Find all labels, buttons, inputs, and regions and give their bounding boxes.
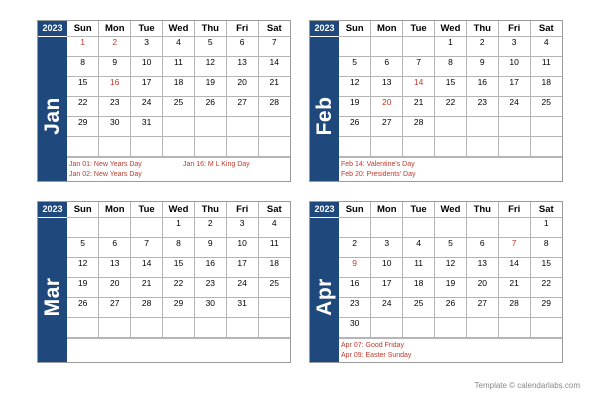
empty-day-cell	[498, 137, 530, 157]
day-cell[interactable]: 12	[194, 57, 226, 77]
empty-day-cell	[435, 318, 467, 338]
weekday-header: Mon	[371, 202, 403, 218]
weekday-header: Sun	[339, 21, 371, 37]
week-row	[67, 137, 290, 157]
week-row	[339, 37, 562, 57]
week-row	[339, 97, 562, 117]
holiday-note: Jan 01: New Years Day	[69, 161, 142, 168]
day-cell[interactable]: 12	[339, 77, 371, 97]
weekday-header: Sun	[339, 202, 371, 218]
week-row	[339, 218, 562, 238]
day-cell[interactable]: 13	[226, 57, 258, 77]
year-label: 2023	[310, 21, 339, 37]
empty-day-cell	[498, 218, 530, 238]
empty-day-cell	[131, 137, 163, 157]
empty-day-cell	[498, 117, 530, 137]
week-row	[67, 278, 290, 298]
day-cell[interactable]: 15	[435, 77, 467, 97]
week-row	[67, 238, 290, 258]
empty-day-cell	[99, 318, 131, 338]
weekday-header: Sun	[67, 202, 99, 218]
day-cell[interactable]: 24	[226, 278, 258, 298]
empty-day-cell	[99, 137, 131, 157]
month-name: Jan	[40, 97, 64, 135]
weekday-header-row	[339, 21, 562, 37]
holiday-notes	[67, 338, 290, 362]
week-row	[67, 77, 290, 97]
day-cell[interactable]: 5	[194, 37, 226, 57]
empty-day-cell	[339, 137, 371, 157]
day-cell[interactable]: 16	[339, 278, 371, 298]
weekday-header: Wed	[435, 21, 467, 37]
week-row	[67, 37, 290, 57]
month-calendar-1	[309, 20, 563, 182]
empty-day-cell	[99, 218, 131, 238]
empty-day-cell	[371, 37, 403, 57]
weekday-header-row	[67, 21, 290, 37]
week-row	[67, 97, 290, 117]
day-cell[interactable]: 28	[498, 298, 530, 318]
empty-day-cell	[403, 318, 435, 338]
day-cell[interactable]: 17	[498, 77, 530, 97]
empty-day-cell	[466, 318, 498, 338]
week-row	[339, 278, 562, 298]
day-grid	[339, 202, 562, 338]
day-cell[interactable]: 11	[163, 57, 195, 77]
day-cell[interactable]: 22	[435, 97, 467, 117]
day-cell[interactable]: 15	[530, 258, 562, 278]
weekday-header: Sat	[530, 21, 562, 37]
empty-day-cell	[226, 137, 258, 157]
day-cell[interactable]: 8	[163, 238, 195, 258]
day-cell[interactable]: 2	[99, 37, 131, 57]
day-cell[interactable]: 17	[371, 278, 403, 298]
weekday-header: Wed	[163, 21, 195, 37]
week-row	[339, 117, 562, 137]
day-cell[interactable]: 3	[371, 238, 403, 258]
day-cell[interactable]: 7	[403, 57, 435, 77]
day-cell[interactable]: 10	[131, 57, 163, 77]
holiday-notes	[67, 157, 290, 181]
weekday-header: Mon	[99, 202, 131, 218]
week-row	[339, 57, 562, 77]
day-cell[interactable]: 4	[403, 238, 435, 258]
empty-day-cell	[194, 318, 226, 338]
empty-day-cell	[466, 137, 498, 157]
weekday-header: Tue	[131, 202, 163, 218]
empty-day-cell	[131, 318, 163, 338]
month-name: Apr	[312, 278, 336, 316]
week-row	[67, 318, 290, 338]
week-row	[339, 238, 562, 258]
day-cell[interactable]: 11	[530, 57, 562, 77]
empty-day-cell	[67, 137, 99, 157]
day-cell[interactable]: 19	[339, 97, 371, 117]
weekday-header: Wed	[435, 202, 467, 218]
weekday-header: Fri	[498, 21, 530, 37]
day-cell[interactable]: 21	[131, 278, 163, 298]
weekday-header-row	[339, 202, 562, 218]
day-cell[interactable]: 5	[67, 238, 99, 258]
day-cell[interactable]: 6	[99, 238, 131, 258]
day-grid	[339, 21, 562, 157]
day-cell[interactable]: 19	[194, 77, 226, 97]
empty-day-cell	[498, 318, 530, 338]
empty-day-cell	[258, 318, 290, 338]
empty-day-cell	[163, 117, 195, 137]
day-cell[interactable]: 5	[339, 57, 371, 77]
empty-day-cell	[131, 218, 163, 238]
day-cell[interactable]: 7	[131, 238, 163, 258]
day-cell[interactable]: 20	[226, 77, 258, 97]
day-cell[interactable]: 30	[339, 318, 371, 338]
day-cell[interactable]: 18	[258, 258, 290, 278]
empty-day-cell	[530, 318, 562, 338]
day-cell[interactable]: 18	[163, 77, 195, 97]
weekday-header: Sat	[530, 202, 562, 218]
week-row	[339, 137, 562, 157]
month-calendar-0	[37, 20, 291, 182]
day-cell[interactable]: 1	[67, 37, 99, 57]
week-row	[339, 298, 562, 318]
month-calendar-3	[309, 201, 563, 363]
day-cell[interactable]: 30	[99, 117, 131, 137]
day-cell[interactable]: 22	[67, 97, 99, 117]
day-cell[interactable]: 14	[403, 77, 435, 97]
day-cell[interactable]: 29	[163, 298, 195, 318]
empty-day-cell	[258, 117, 290, 137]
day-cell[interactable]: 9	[194, 238, 226, 258]
empty-day-cell	[339, 218, 371, 238]
empty-day-cell	[371, 137, 403, 157]
empty-day-cell	[163, 318, 195, 338]
day-cell[interactable]: 10	[498, 57, 530, 77]
weekday-header: Tue	[131, 21, 163, 37]
weekday-header: Thu	[466, 202, 498, 218]
day-cell[interactable]: 19	[67, 278, 99, 298]
week-row	[339, 258, 562, 278]
month-side-panel	[310, 21, 339, 181]
day-cell[interactable]: 23	[194, 278, 226, 298]
day-cell[interactable]: 7	[258, 37, 290, 57]
day-cell[interactable]: 20	[466, 278, 498, 298]
day-cell[interactable]: 26	[194, 97, 226, 117]
month-name: Mar	[40, 277, 64, 317]
holiday-note: Feb 20: Presidents' Day	[341, 171, 416, 178]
weekday-header: Thu	[194, 21, 226, 37]
week-row	[339, 318, 562, 338]
empty-day-cell	[67, 218, 99, 238]
day-cell[interactable]: 4	[163, 37, 195, 57]
empty-day-cell	[339, 37, 371, 57]
day-cell[interactable]: 13	[466, 258, 498, 278]
month-side-panel	[38, 202, 67, 362]
day-cell[interactable]: 15	[67, 77, 99, 97]
day-cell[interactable]: 26	[67, 298, 99, 318]
day-cell[interactable]: 19	[435, 278, 467, 298]
empty-day-cell	[530, 137, 562, 157]
month-side-panel	[38, 21, 67, 181]
empty-day-cell	[194, 137, 226, 157]
empty-day-cell	[258, 298, 290, 318]
day-cell[interactable]: 25	[530, 97, 562, 117]
day-cell[interactable]: 27	[226, 97, 258, 117]
empty-day-cell	[403, 137, 435, 157]
day-cell[interactable]: 14	[131, 258, 163, 278]
empty-day-cell	[258, 137, 290, 157]
empty-day-cell	[435, 117, 467, 137]
day-cell[interactable]: 24	[371, 298, 403, 318]
week-row	[67, 298, 290, 318]
weekday-header: Thu	[466, 21, 498, 37]
empty-day-cell	[371, 318, 403, 338]
weekday-header: Tue	[403, 202, 435, 218]
day-cell[interactable]: 18	[403, 278, 435, 298]
day-cell[interactable]: 6	[226, 37, 258, 57]
day-cell[interactable]: 28	[258, 97, 290, 117]
holiday-notes	[339, 338, 562, 362]
day-cell[interactable]: 21	[498, 278, 530, 298]
weekday-header: Fri	[498, 202, 530, 218]
day-cell[interactable]: 6	[466, 238, 498, 258]
day-cell[interactable]: 17	[226, 258, 258, 278]
day-cell[interactable]: 25	[258, 278, 290, 298]
weekday-header: Wed	[163, 202, 195, 218]
day-cell[interactable]: 2	[339, 238, 371, 258]
empty-day-cell	[163, 137, 195, 157]
empty-day-cell	[466, 218, 498, 238]
day-cell[interactable]: 7	[498, 238, 530, 258]
day-cell[interactable]: 8	[530, 238, 562, 258]
day-cell[interactable]: 11	[403, 258, 435, 278]
day-cell[interactable]: 1	[435, 37, 467, 57]
day-cell[interactable]: 9	[99, 57, 131, 77]
empty-day-cell	[435, 218, 467, 238]
day-cell[interactable]: 8	[67, 57, 99, 77]
day-cell[interactable]: 29	[530, 298, 562, 318]
weekday-header: Sat	[258, 202, 290, 218]
holiday-note: Jan 16: M L King Day	[183, 161, 250, 168]
weekday-header: Fri	[226, 21, 258, 37]
weekday-header: Tue	[403, 21, 435, 37]
day-cell[interactable]: 9	[466, 57, 498, 77]
day-cell[interactable]: 20	[371, 97, 403, 117]
day-cell[interactable]: 4	[258, 218, 290, 238]
holiday-note: Jan 02: New Years Day	[69, 171, 142, 178]
month-name: Feb	[312, 96, 336, 136]
year-label: 2023	[38, 21, 67, 37]
day-cell[interactable]: 18	[530, 77, 562, 97]
day-cell[interactable]: 10	[226, 238, 258, 258]
year-label: 2023	[38, 202, 67, 218]
day-cell[interactable]: 27	[99, 298, 131, 318]
empty-day-cell	[403, 218, 435, 238]
day-cell[interactable]: 8	[435, 57, 467, 77]
day-cell[interactable]: 21	[403, 97, 435, 117]
day-cell[interactable]: 13	[99, 258, 131, 278]
day-cell[interactable]: 20	[99, 278, 131, 298]
holiday-note: Apr 07: Good Friday	[341, 342, 405, 349]
day-cell[interactable]: 23	[466, 97, 498, 117]
day-cell[interactable]: 28	[131, 298, 163, 318]
day-cell[interactable]: 26	[339, 117, 371, 137]
day-cell[interactable]: 24	[498, 97, 530, 117]
day-cell[interactable]: 24	[131, 97, 163, 117]
day-cell[interactable]: 15	[163, 258, 195, 278]
day-cell[interactable]: 3	[226, 218, 258, 238]
day-cell[interactable]: 23	[339, 298, 371, 318]
holiday-note: Apr 09: Easter Sunday	[341, 352, 412, 359]
day-cell[interactable]: 3	[131, 37, 163, 57]
day-cell[interactable]: 12	[67, 258, 99, 278]
day-cell[interactable]: 31	[131, 117, 163, 137]
day-cell[interactable]: 12	[435, 258, 467, 278]
day-cell[interactable]: 22	[530, 278, 562, 298]
weekday-header: Sat	[258, 21, 290, 37]
day-cell[interactable]: 23	[99, 97, 131, 117]
day-cell[interactable]: 2	[466, 37, 498, 57]
day-cell[interactable]: 16	[194, 258, 226, 278]
day-cell[interactable]: 1	[163, 218, 195, 238]
day-cell[interactable]: 27	[371, 117, 403, 137]
day-cell[interactable]: 5	[435, 238, 467, 258]
month-calendar-2	[37, 201, 291, 363]
day-grid	[67, 21, 290, 157]
day-cell[interactable]: 6	[371, 57, 403, 77]
day-cell[interactable]: 29	[67, 117, 99, 137]
day-cell[interactable]: 30	[194, 298, 226, 318]
day-cell[interactable]: 16	[466, 77, 498, 97]
day-cell[interactable]: 17	[131, 77, 163, 97]
day-cell[interactable]: 22	[163, 278, 195, 298]
day-cell[interactable]: 21	[258, 77, 290, 97]
day-cell[interactable]: 14	[498, 258, 530, 278]
day-cell[interactable]: 10	[371, 258, 403, 278]
empty-day-cell	[226, 117, 258, 137]
day-cell[interactable]: 28	[403, 117, 435, 137]
day-grid	[67, 202, 290, 338]
day-cell[interactable]: 25	[163, 97, 195, 117]
empty-day-cell	[530, 117, 562, 137]
year-label: 2023	[310, 202, 339, 218]
day-cell[interactable]: 25	[403, 298, 435, 318]
day-cell[interactable]: 3	[498, 37, 530, 57]
footer-credit: Template © calendarlabs.com	[474, 381, 580, 390]
empty-day-cell	[466, 117, 498, 137]
weekday-header: Thu	[194, 202, 226, 218]
day-cell[interactable]: 31	[226, 298, 258, 318]
holiday-notes	[339, 157, 562, 181]
day-cell[interactable]: 26	[435, 298, 467, 318]
month-side-panel	[310, 202, 339, 362]
empty-day-cell	[226, 318, 258, 338]
day-cell[interactable]: 1	[530, 218, 562, 238]
weekday-header-row	[67, 202, 290, 218]
empty-day-cell	[403, 37, 435, 57]
day-cell[interactable]: 2	[194, 218, 226, 238]
day-cell[interactable]: 11	[258, 238, 290, 258]
empty-day-cell	[194, 117, 226, 137]
day-cell[interactable]: 27	[466, 298, 498, 318]
week-row	[67, 117, 290, 137]
day-cell[interactable]: 16	[99, 77, 131, 97]
day-cell[interactable]: 14	[258, 57, 290, 77]
empty-day-cell	[67, 318, 99, 338]
day-cell[interactable]: 9	[339, 258, 371, 278]
empty-day-cell	[435, 137, 467, 157]
week-row	[67, 218, 290, 238]
weekday-header: Mon	[99, 21, 131, 37]
weekday-header: Sun	[67, 21, 99, 37]
weekday-header: Fri	[226, 202, 258, 218]
weekday-header: Mon	[371, 21, 403, 37]
empty-day-cell	[371, 218, 403, 238]
week-row	[67, 258, 290, 278]
week-row	[339, 77, 562, 97]
week-row	[67, 57, 290, 77]
day-cell[interactable]: 4	[530, 37, 562, 57]
day-cell[interactable]: 13	[371, 77, 403, 97]
holiday-note: Feb 14: Valentine's Day	[341, 161, 415, 168]
